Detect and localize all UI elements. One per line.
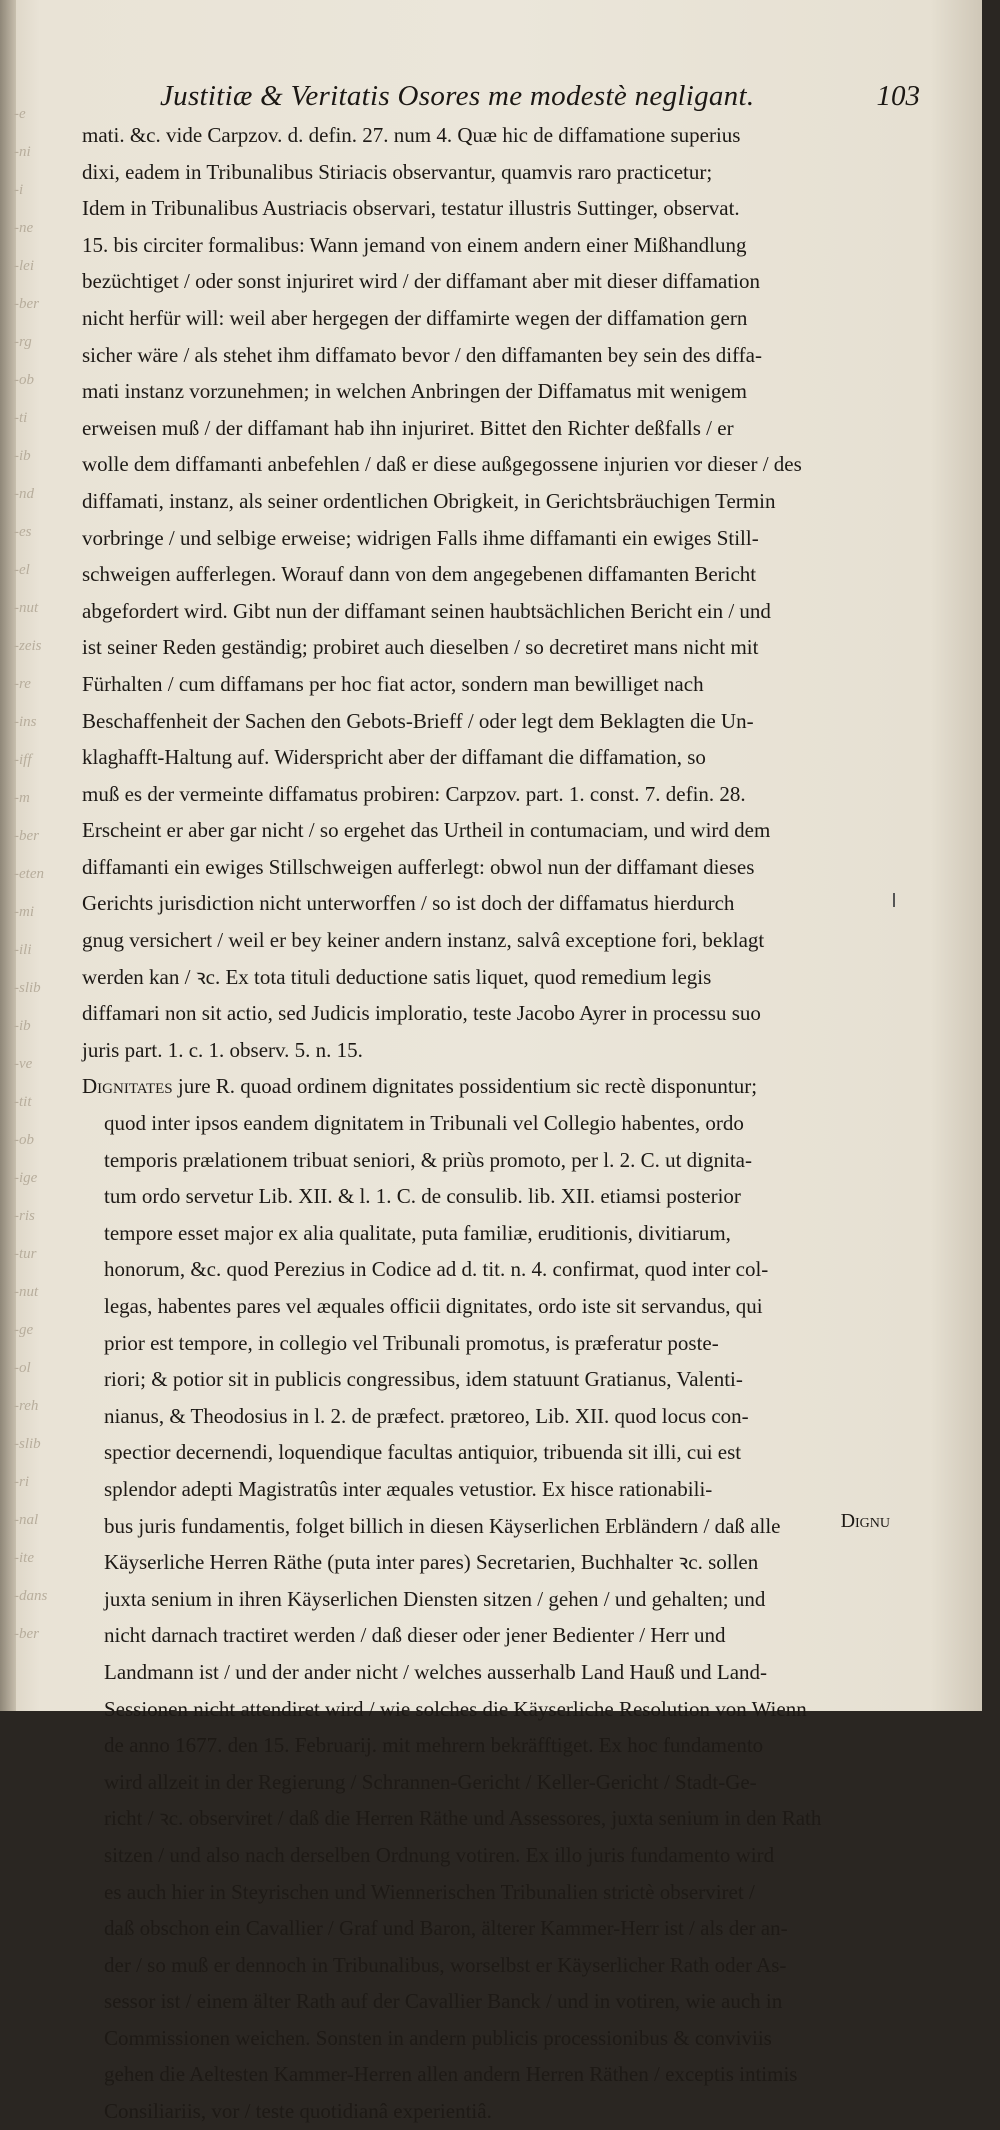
text-line-content: nicht darnach tractiret werden / daß dieser oder jener Bedienter / Herr und [104,1623,726,1648]
bleed-mark: -ib [14,1018,31,1034]
text-line-content: 15. bis circiter formalibus: Wann jemand von einem andern einer Mißhandlung [82,232,747,257]
bleed-mark: -rg [14,334,32,350]
text-line [82,1361,902,1398]
text-line [82,666,902,703]
text-line-content: wolle dem diffamanti anbefehlen / daß er diese außgegossene injurien vor dieser / des [82,452,802,477]
text-line [82,885,902,922]
bleed-mark: -ti [14,410,28,426]
text-line [82,1215,902,1252]
text-line-content: bezüchtiget / oder sonst injuriret wird / der diffamant aber mit dieser diffamation [82,269,761,294]
text-line-content: legas, habentes pares vel æquales officii dignitates, ordo iste sit servandus, qui [104,1294,763,1318]
bleed-mark: -es [14,524,32,540]
text-line-content: mati. &c. vide Carpzov. d. defin. 27. num 4. Quæ hic de diffamatione superius [82,123,741,147]
text-line-content: abgefordert wird. Gibt nun der diffamant seinen haubtsächlichen Bericht ein / und [82,598,771,623]
text-line-content: muß es der vermeinte diffamatus probiren: Carpzov. part. 1. const. 7. defin. 28. [82,781,746,806]
text-line-content: werden kan / ꝛc. Ex tota tituli deductione satis liquet, quod remedium legis [82,964,712,989]
text-line [82,1471,902,1508]
text-line [82,190,902,227]
text-line [82,1581,902,1618]
bleed-mark: -ge [14,1322,34,1338]
bleed-mark: -ri [14,1474,29,1490]
text-line-content: splendor adepti Magistratûs inter æquales vetustior. Ex hisce rationabili- [104,1476,713,1501]
text-line-content: Gerichts jurisdiction nicht unterworffen / so ist doch der diffamatus hierdurch [82,891,735,916]
text-line [82,1800,902,1837]
bleed-mark: -nd [14,486,34,502]
text-line [82,263,902,300]
bleed-mark: -mi [14,904,34,920]
text-line-content: Fürhalten / cum diffamans per hoc fiat actor, sondern man bewilliget nach [82,671,704,696]
text-line-content: es auch hier in Steyrischen und Wiennerischen Tribunalien strictè observiret / [104,1879,755,1904]
text-line [82,154,902,191]
text-line [82,373,902,410]
bleed-mark: -e [14,106,26,122]
text-line [82,1691,902,1728]
text-line-content: Erscheint er aber gar nicht / so ergehet das Urtheil in contumaciam, und wird dem [82,818,771,843]
text-line [82,1325,902,1362]
text-line-content: tum ordo servetur Lib. XII. & l. 1. C. de consulib. lib. XII. etiamsi posterior [104,1184,741,1209]
bleed-mark: -ib [14,448,31,464]
bleed-mark: -ber [14,828,39,844]
text-line [82,1727,902,1764]
bleed-mark: -re [14,676,31,692]
bleed-mark: -tit [14,1094,32,1110]
bleed-mark: -i [14,182,24,198]
text-line [82,849,902,886]
bleed-mark: -ne [14,220,34,236]
text-line-content: diffamanti ein ewiges Stillschweigen aufferlegt: obwol nun der diffamant dieses [82,854,755,879]
text-line-content: Commissionen weichen. Sonsten in andern publicis processionibus & conviviis [104,2025,772,2050]
bleed-mark: -ber [14,1626,39,1642]
header-title: Justitiæ & Veritatis Osores me modestè negligant. [160,80,755,112]
text-line [82,776,902,813]
catchword: Dignu [840,1510,890,1532]
text-line [82,1947,902,1984]
bleed-mark: -ili [14,942,32,958]
bleed-mark: -slib [14,1436,41,1452]
bleed-mark: -tur [14,1246,37,1262]
text-line [82,300,902,337]
text-line-content: bus juris fundamentis, folget billich in diesen Käyserlichen Erbländern / daß alle [104,1513,781,1538]
text-line-content: mati instanz vorzunehmen; in welchen Anbringen der Diffamatus mit wenigem [82,379,748,404]
text-line [82,1654,902,1691]
bleed-mark: -ve [14,1056,33,1072]
text-line [82,410,902,447]
bleed-mark: -el [14,562,30,578]
text-line-content: vorbringe / und selbige erweise; widrigen Falls ihme diffamanti ein ewiges Still- [82,525,759,550]
text-line-content: Sessionen nicht attendiret wird / wie solches die Käyserliche Resolution von Wienn [104,1696,807,1721]
text-line [82,1983,902,2020]
text-line [82,1544,902,1581]
text-line-content: riori; & potior sit in publicis congressibus, idem statuunt Gratianus, Valenti- [104,1367,743,1392]
text-line [82,556,902,593]
bleed-mark: -ol [14,1360,31,1376]
bleed-mark: -iff [14,752,32,768]
text-line [82,1434,902,1471]
text-line [82,1617,902,1654]
text-line-content: spectior decernendi, loquendique facultas antiquior, tribuenda sit illi, cui est [104,1440,742,1465]
text-line-content: sicher wäre / als stehet ihm diffamato bevor / den diffamanten bey sein des diffa- [82,342,762,367]
text-line-content: honorum, &c. quod Perezius in Codice ad d. tit. n. 4. confirmat, quod inter col- [104,1257,769,1282]
bleed-mark: -ob [14,372,34,388]
text-line [82,593,902,630]
text-line [82,1142,902,1179]
text-line-content: nianus, & Theodosius in l. 2. de præfect. prætoreo, Lib. XII. quod locus con- [104,1403,749,1428]
text-line [82,520,902,557]
text-line [82,1251,902,1288]
bleed-mark: -lei [14,258,34,274]
bleed-mark: -ris [14,1208,35,1224]
text-line [82,2056,902,2093]
text-line-content: sitzen / und also nach derselben Ordnung votiren. Ex illo juris fundamento wird [104,1842,775,1867]
text-line [82,1508,902,1545]
text-line [82,1874,902,1911]
text-line [82,1178,902,1215]
text-line-content: temporis prælationem tribuat seniori, & priùs promoto, per l. 2. C. ut dignita- [104,1147,752,1172]
text-line [82,2093,902,2130]
text-line [82,1032,902,1069]
text-line-content: erweisen muß / der diffamant hab ihn injuriret. Bittet den Richter deßfalls / er [82,415,734,440]
bleed-mark: -m [14,790,30,806]
text-line-content: Käyserliche Herren Räthe (puta inter pares) Secretarien, Buchhalter ꝛc. sollen [104,1550,759,1575]
bleed-mark: -nal [14,1512,39,1528]
margin-mark [893,893,895,907]
text-line [82,629,902,666]
text-line-content: der / so muß er dennoch in Tribunalibus, worselbst er Käyserlicher Rath oder As- [104,1952,787,1977]
facing-page-bleed [14,0,84,1806]
text-line-content: de anno 1677. den 15. Februarij. mit mehrern bekräfftiget. Ex hoc fundamento [104,1733,764,1758]
text-line-content: klaghafft-Haltung auf. Widerspricht aber der diffamant die diffamation, so [82,745,706,770]
bleed-mark: -ni [14,144,31,160]
bleed-mark: -zeis [14,638,42,654]
text-line-content: richt / ꝛc. observiret / daß die Herren Räthe und Assessores, juxta senium in den Rath [104,1806,822,1831]
text-line [82,1288,902,1325]
text-line-content: quod inter ipsos eandem dignitatem in Tribunali vel Collegio habentes, ordo [104,1111,744,1136]
bleed-mark: -ob [14,1132,34,1148]
running-header [160,80,920,122]
text-line [82,2020,902,2057]
text-line-content: prior est tempore, in collegio vel Tribunali promotus, is præferatur poste- [104,1330,719,1355]
bleed-mark: -eten [14,866,44,882]
text-line-content: juxta senium in ihren Käyserlichen Diensten sitzen / gehen / und gehalten; und [104,1586,766,1611]
text-line-content: dixi, eadem in Tribunalibus Stiriacis observantur, quamvis raro practicetur; [82,159,713,184]
page-number: 103 [876,80,920,112]
text-line [82,703,902,740]
text-line [82,227,902,264]
text-line-content: Consiliariis, vor / teste quotidianâ experientiâ. [104,2099,492,2124]
text-line [82,337,902,374]
text-line-content: daß obschon ein Cavallier / Graf und Baron, älterer Kammer-Herr ist / als der an- [104,1916,788,1941]
bleed-mark: -ber [14,296,39,312]
text-line [82,922,902,959]
bleed-mark: -reh [14,1398,39,1414]
text-line-content: tempore esset major ex alia qualitate, puta familiæ, eruditionis, divitiarum, [104,1220,731,1245]
text-line-content: diffamati, instanz, als seiner ordentlichen Obrigkeit, in Gerichtsbräuchigen Termin [82,488,776,513]
text-line-content: schweigen aufferlegen. Worauf dann von dem angegebenen diffamanten Bericht [82,562,757,587]
text-line-content: diffamari non sit actio, sed Judicis imploratio, teste Jacobo Ayrer in processu suo [82,1001,761,1026]
text-line-content: nicht herfür will: weil aber hergegen der diffamirte wegen der diffamation gern [82,305,748,330]
text-line-content: Landmann ist / und der ander nicht / welches ausserhalb Land Hauß und Land- [104,1659,768,1684]
text-line [82,739,902,776]
bleed-mark: -ige [14,1170,38,1186]
text-line [82,1068,902,1105]
bleed-mark: -ins [14,714,37,730]
text-line-content: gehen die Aeltesten Kammer-Herren allen andern Herren Räthen / exceptis intimis [104,2062,798,2087]
text-line [82,1837,902,1874]
text-line-content: sessor ist / einem älter Rath auf der Cavallier Banck / und in votiren, wie auch in [104,1989,783,2014]
text-line-content: ist seiner Reden geständig; probiret auch dieselben / so decretiret mans nicht mit [82,635,759,660]
bleed-mark: -nut [14,1284,39,1300]
text-line [82,1764,902,1801]
text-line [82,117,902,154]
bleed-mark: -ite [14,1550,34,1566]
text-line-content: Beschaffenheit der Sachen den Gebots-Brieff / oder legt dem Beklagten die Un- [82,708,754,733]
text-line [82,446,902,483]
text-line-content: jure R. quoad ordinem dignitates possidentium sic rectè disponuntur; [172,1074,758,1099]
text-line [82,1910,902,1947]
text-line [82,483,902,520]
text-line-content: gnug versichert / weil er bey keiner andern instanz, salvâ exceptione fori, beklagt [82,928,765,953]
bleed-mark: -nut [14,600,39,616]
text-line-content: juris part. 1. c. 1. observ. 5. n. 15. [82,1037,363,1062]
bleed-mark: -dans [14,1588,48,1604]
text-line-content: wird allzeit in der Regierung / Schrannen-Gericht / Keller-Gericht / Stadt-Ge- [104,1769,757,1794]
section-lead-word: Dignitates [82,1074,173,1099]
text-line [82,1105,902,1142]
bleed-mark: -slib [14,980,41,996]
text-line [82,812,902,849]
text-line [82,1398,902,1435]
text-line [82,959,902,996]
text-line [82,995,902,1032]
page-body-text [82,117,902,2130]
text-line-content: Idem in Tribunalibus Austriacis observari, testatur illustris Suttinger, observat. [82,196,740,221]
